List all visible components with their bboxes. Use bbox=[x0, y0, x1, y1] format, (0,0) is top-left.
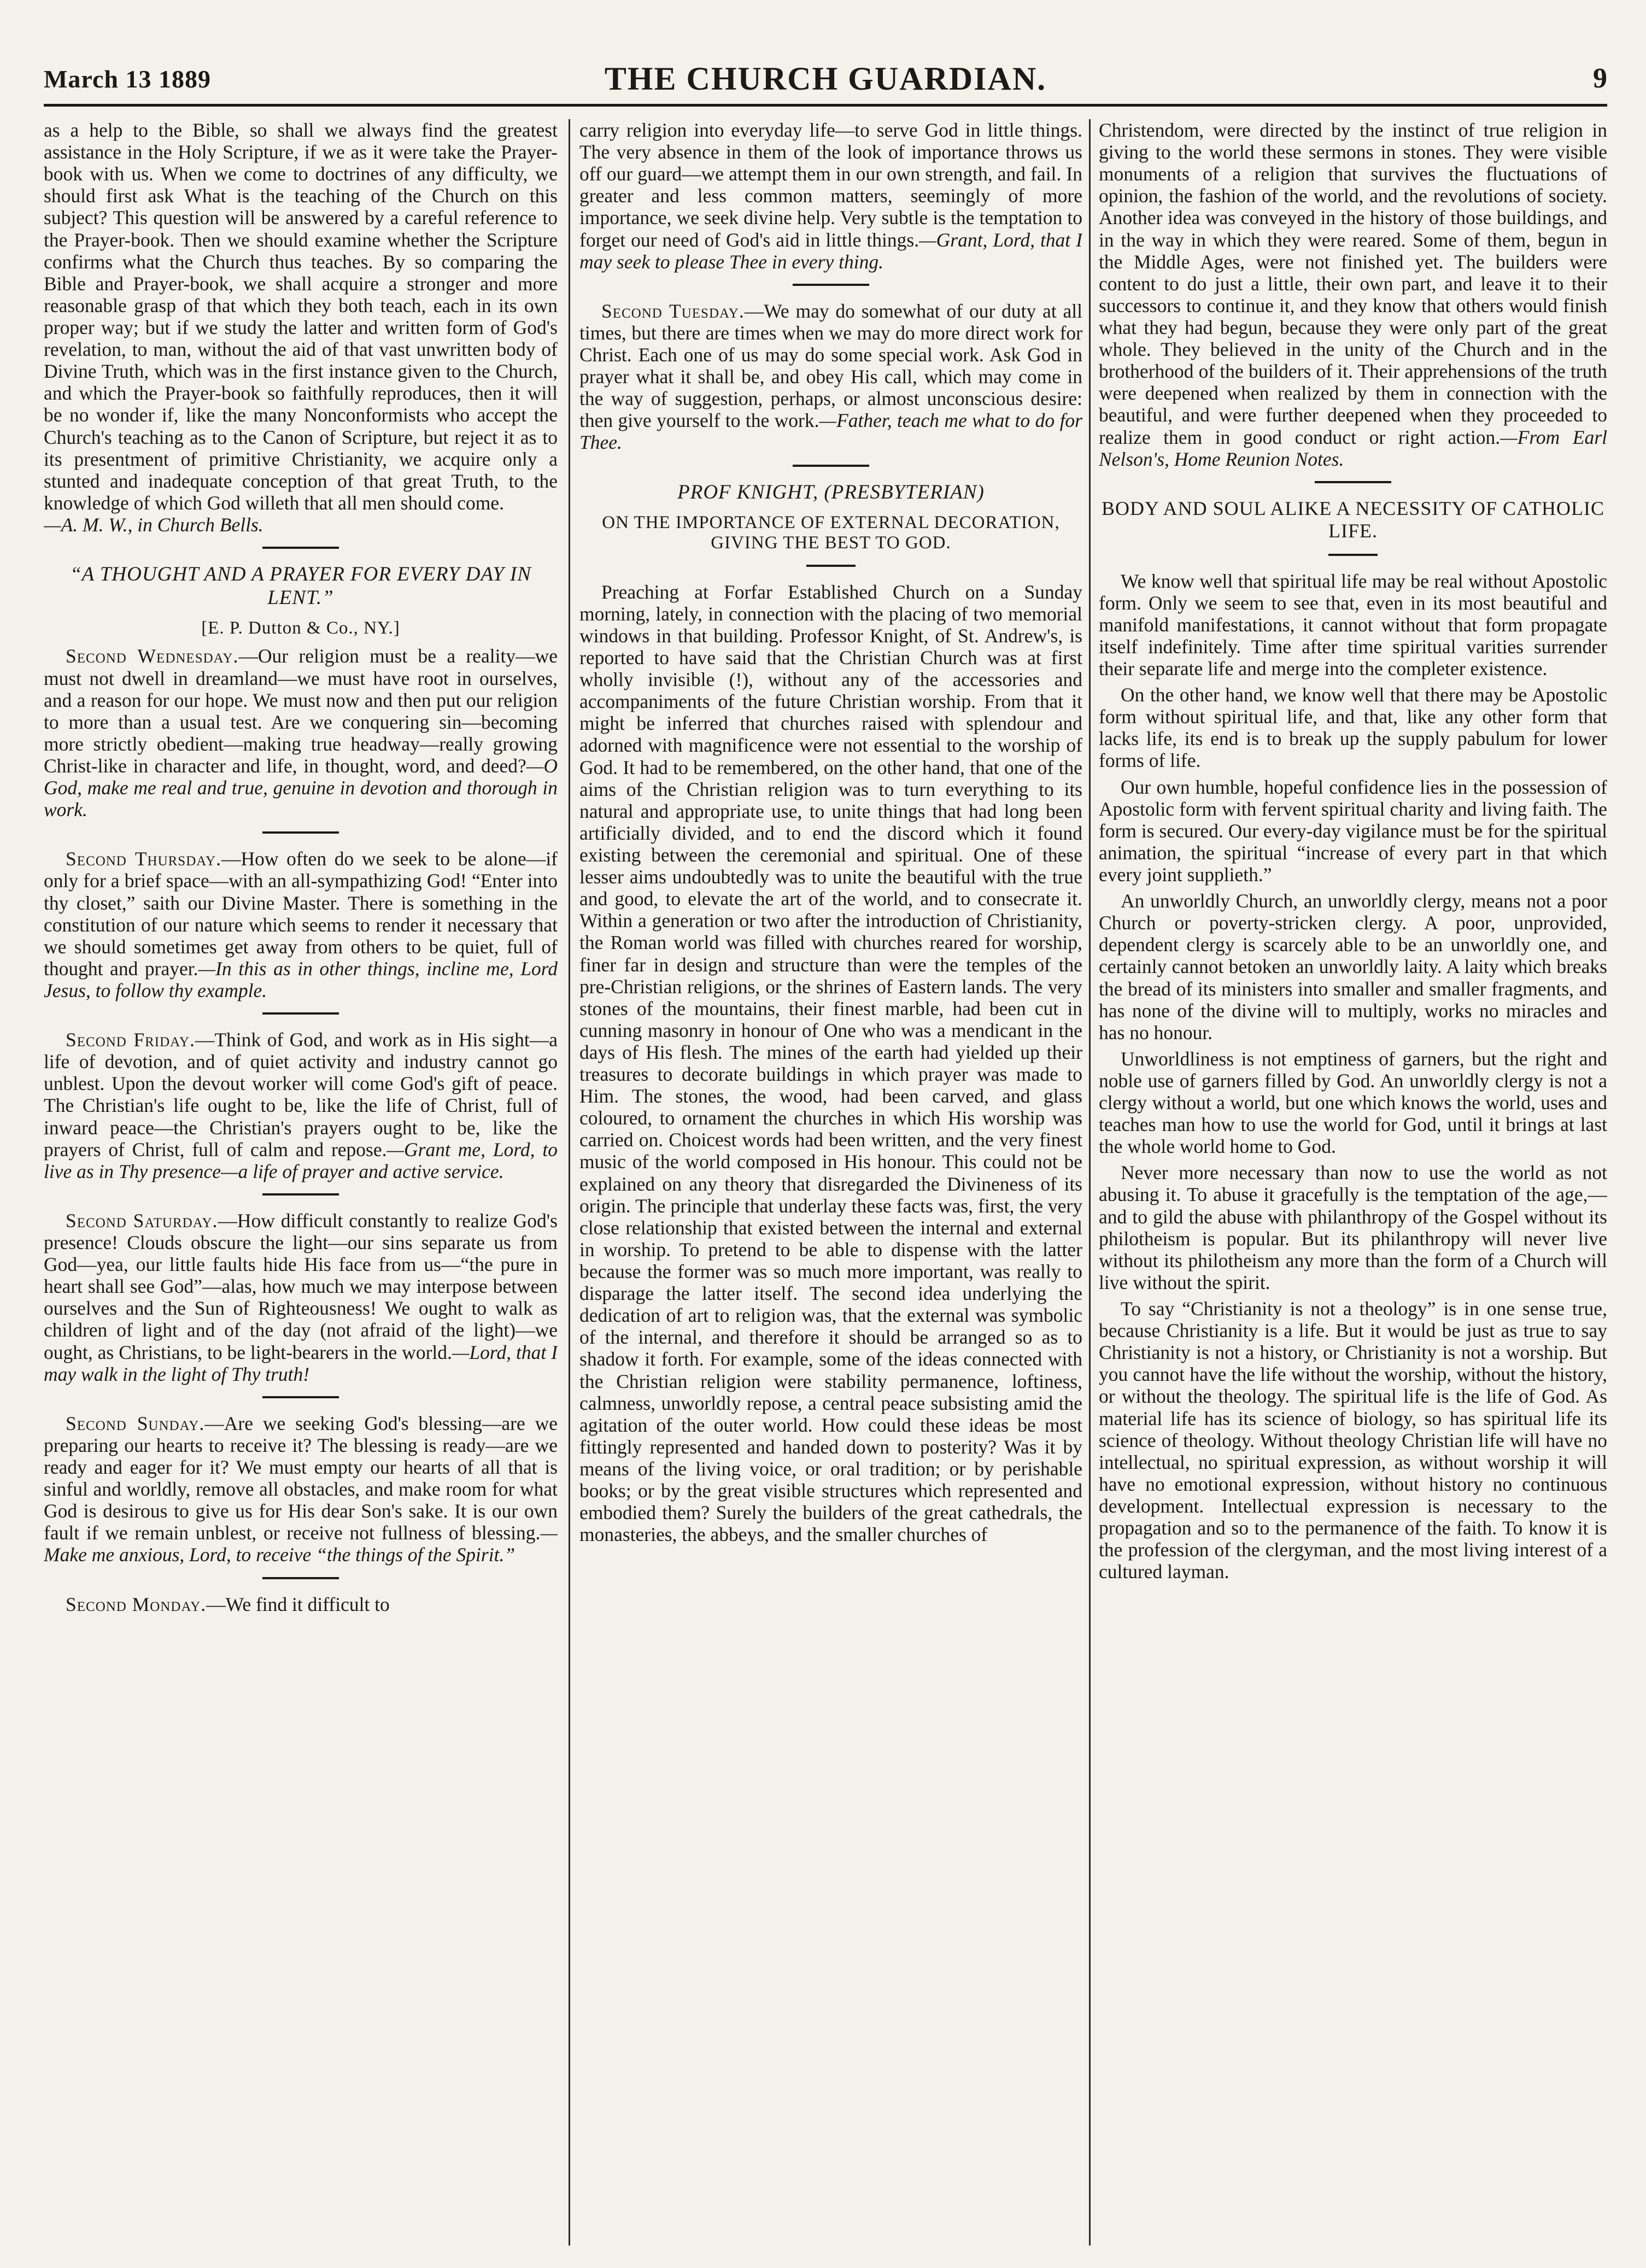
entry-text: —How difficult constantly to realize God's presence! Clouds obscure the light—our sins separate us from God—yea, our little faults hide His face from us—“the pure in heart shall see God”—alas, how much we may interpose between ourselves and the Sun of Righteousness! We ought to walk as children of light and of the day (not afraid of the light)—we ought, as Christians, to be light-bearers in the world. bbox=[44, 1209, 558, 1363]
knight-article-subheading: ON THE IMPORTANCE OF EXTERNAL DECORATION, GIVING THE BEST TO GOD. bbox=[602, 513, 1060, 553]
entry-divider bbox=[262, 1012, 339, 1015]
entry-prayer: —Make me anxious, Lord, to receive “the things of the Spirit.” bbox=[44, 1522, 558, 1566]
newspaper-title: THE CHURCH GUARDIAN. bbox=[604, 61, 1047, 97]
column-rule-right bbox=[1089, 119, 1091, 2246]
entry-text: —Are we seeking God's blessing—are we preparing our hearts to receive it? The blessing is ready—are we ready and eager for it? We must empty our hearts of all that is sinful and worldly, remove all obstacles, and make room for what God is desirous to give us for His dear Son's sake. It is our own fault if we remain unblest, or receive not fullness of blessing. bbox=[44, 1412, 558, 1544]
entry-day: Second Wednesday. bbox=[66, 645, 239, 667]
article-paragraph: Our own humble, hopeful confidence lies in the possession of Apostolic form with fervent spiritual charity and living faith. The form is secured. Our every-day vigilance must be for the spiritual animation, the spiritual “increase of every part in that which every joint supplieth.” bbox=[1099, 776, 1607, 886]
article-signature: —From Earl Nelson's, Home Reunion Notes. bbox=[1099, 426, 1607, 470]
heading-divider bbox=[806, 565, 856, 567]
column-3 bbox=[1099, 119, 1607, 2240]
article-paragraph: Preaching at Forfar Established Church on a Sunday morning, lately, in connection with the placing of two memorial windows in that building. Professor Knight, of St. Andrew's, is reported to have said that the Christian Church was at first wholly invisible (!), without any of the accessories and accompaniments of the future Christian worship. From that it might be inferred that churches raised with splendour and adorned with magnificence were not essential to the worship of God. It had to be remembered, on the other hand, that one of the aims of the Christian religion was to turn everything to its natural and appropriate use, to unite things that had long been artificially divided, and to end the discord which it found existing between the ceremonial and spiritual. One of these lesser aims undoubtedly was to unite the beautiful with the true and good, to elevate the art of the world, and to consecrate it. Within a generation or two after the introduction of Christianity, the Roman world was filled with churches reared for worship, finer far in design and structure than were the temples of the pre-Christian religions, or the shrines of Eastern lands. The very stones of the mountains, their finest marble, had been cut in cunning masonry in honour of One who was a mendicant in the days of His flesh. The mines of the earth had yielded up their treasures to decorate buildings in which prayer was made to Him. The stones, the wood, had been carved, and glass coloured, to ornament the churches in which His worship was carried on. Choicest words had been written, and the very finest music of the world composed in His honour. This could not be explained on any theory that disregarded the Divineness of its origin. The principle that underlay these facts was, first, the very close relationship that existed between the internal and external in worship. To pretend to be able to dispense with the latter because the former was so much more important, was really to disparage the latter itself. The second idea underlying the dedication of art to religion was, that the external was symbolic of the internal, and therefore it should be arranged so as to shadow it forth. For example, some of the ideas connected with the Christian religion were stability permanence, loftiness, calmness, unworldly repose, a central peace subsisting amid the agitation of the outer world. How could these ideas be most fittingly represented and handed down to posterity? Was it by means of the living voice, or oral tradition; or by perishable books; or by the great visible structures which represented and embodied them? Surely the builders of the great cathedrals, the monasteries, the abbeys, and the smaller churches of bbox=[579, 581, 1082, 1546]
section-divider bbox=[793, 465, 869, 467]
entry-text: —Our religion must be a reality—we must not dwell in dreamland—we must have root in ourselves, and a reason for our hope. We must now and then put our religion to more than a usual test. Are we conquering sin—becoming more strictly obedient—making true headway—really growing Christ-like in character and life, in thought, word, and deed? bbox=[44, 645, 558, 777]
entry-day: Second Tuesday. bbox=[601, 300, 745, 322]
continuation-text: as a help to the Bible, so shall we always find the greatest assistance in the Holy Scripture, if we as it were take the Prayer-book with us. When we come to doctrines of any difficulty, we should first ask What is the teaching of the Church on this subject? This question will be answered by a careful reference to the Prayer-book. Then we should examine whether the Scripture confirms what the Church thus teaches. By so comparing the Bible and Prayer-book, we shall acquire a stronger and more reasonable grasp of that which they both teach, each in its own proper way; but if we study the latter and written form of God's revelation, to man, without the aid of that vast unwritten body of Divine Truth, which was in the first instance given to the Church, and which the Prayer-book so faithfully reproduces, then it will be no wonder if, like the many Nonconformists who accept the Church's teaching as to the Canon of Scripture, but reject it as to its presentment of primitive Christianity, we acquire only a stunted and inadequate conception of that great Truth, to the knowledge of which God willeth that all men should come. bbox=[44, 119, 558, 514]
lent-entry bbox=[44, 1029, 558, 1182]
entry-divider bbox=[262, 831, 339, 834]
article-paragraph: On the other hand, we know well that there may be Apostolic form without spiritual life, and that, like any other form that lacks life, its end is to break up the supply pabulum for lower forms of life. bbox=[1099, 684, 1607, 772]
article-continuation bbox=[1099, 119, 1607, 470]
entry-text: —How often do we seek to be alone—if only for a brief space—with an all-sympathizing God! “Enter into thy closet,” saith our Divine Master. There is something in the constitution of our nature which seems to render it necessary that we should sometimes get away from others to be quiet, full of thought and prayer. bbox=[44, 848, 558, 980]
lent-entry bbox=[44, 848, 558, 1001]
article-paragraph: Never more necessary than now to use the world as not abusing it. To abuse it gracefully is the temptation of the age,—and to gild the abuse with philanthropy of the Gospel without its philotheism is popular. But its philanthropy will never live without its philotheism any more than the form of a Church will live without the spirit. bbox=[1099, 1162, 1607, 1293]
entry-prayer: —Father, teach me what to do for Thee. bbox=[579, 409, 1082, 454]
entry-day: Second Friday. bbox=[66, 1029, 195, 1051]
entry-text: —We find it difficult to bbox=[206, 1593, 390, 1615]
column-1 bbox=[44, 119, 558, 2240]
article-continuation bbox=[44, 119, 558, 536]
column-2 bbox=[579, 119, 1082, 2240]
entry-day: Second Thursday. bbox=[66, 848, 221, 870]
lent-article-heading: “A THOUGHT AND A PRAYER FOR EVERY DAY IN LENT.” bbox=[70, 563, 531, 609]
entry-prayer: —Grant, Lord, that I may seek to please Thee in every thing. bbox=[579, 228, 1082, 273]
knight-article-heading: PROF KNIGHT, (PRESBYTERIAN) bbox=[677, 480, 985, 503]
entry-prayer: —Grant me, Lord, to live as in Thy presence—a life of prayer and active service. bbox=[44, 1138, 558, 1182]
entry-divider bbox=[793, 284, 869, 286]
article-paragraph: An unworldly Church, an unworldly clergy, means not a poor Church or poverty-stricken clergy. A poor, unprovided, dependent clergy is scarcely able to be an unworldly one, and certainly cannot betoken an unworldly laity. A laity which breaks the bread of its ministers into smaller and smaller fragments, and has none of the divine will to multiply, works no miracles and has no honour. bbox=[1099, 890, 1607, 1044]
entry-text: —Think of God, and work as in His sight—a life of devotion, and of quiet activity and industry cannot go unblest. Upon the devout worker will come God's gift of peace. The Christian's life ought to be, like the life of Christ, full of inward peace—the Christian's prayers ought to be, like the prayers of Christ, full of calm and repose. bbox=[44, 1029, 558, 1161]
entry-day: Second Monday. bbox=[66, 1593, 207, 1615]
lent-entry bbox=[44, 1413, 558, 1566]
lent-entry bbox=[44, 645, 558, 821]
entry-divider bbox=[262, 1577, 339, 1579]
lent-entry bbox=[579, 300, 1082, 454]
entry-day: Second Sunday. bbox=[66, 1412, 205, 1434]
masthead bbox=[44, 60, 1607, 107]
body-soul-article-heading: BODY AND SOUL ALIKE A NECESSITY OF CATHOLIC LIFE. bbox=[1101, 497, 1605, 542]
entry-divider bbox=[262, 1193, 339, 1195]
lent-entry bbox=[44, 1593, 558, 1615]
article-paragraph: We know well that spiritual life may be real without Apostolic form. Only we seem to see that, even in its most beautiful and manifold manifestations, it cannot without that form propagate itself indefinitely. Time after time spiritual varities surrender their separate life and merge into the completer existence. bbox=[1099, 570, 1607, 679]
section-divider bbox=[262, 547, 339, 549]
publisher-credit: [E. P. Dutton & Co., NY.] bbox=[201, 618, 400, 638]
entry-prayer: —O God, make me real and true, genuine in devotion and thorough in work. bbox=[44, 755, 558, 821]
article-signature: —A. M. W., in Church Bells. bbox=[44, 513, 263, 536]
page-number: 9 bbox=[1593, 63, 1607, 94]
entry-text: carry religion into everyday life—to serve God in little things. The very absence in them of the look of importance throws us off our guard—we attempt them in our own strength, and fail. In greater and less common matters, seemingly of more importance, we seek divine help. Very subtle is the temptation to forget our need of God's aid in little things. bbox=[579, 119, 1082, 251]
section-divider bbox=[1315, 481, 1391, 483]
entry-text: —We may do somewhat of our duty at all times, but there are times when we may do more direct work for Christ. Each one of us may do some special work. Ask God in prayer what it shall be, and obey His call, which may come in the way of suggestion, perhaps, or almost unconscious desire: then give yourself to the work. bbox=[579, 300, 1082, 432]
continuation-text: Christendom, were directed by the instinct of true religion in giving to the world these sermons in stones. They were visible monuments of a religion that survives the fluctuations of opinion, the fashion of the world, and the revolutions of society. Another idea was conveyed in the history of those buildings, and in the way in which they were reared. Some of them, begun in the Middle Ages, were not finished yet. The builders were content to do just a little, their own part, and leave it to their successors to continue it, and they know that others would finish what they had begun, because they were only part of the great whole. They believed in the unity of the Church and in the brotherhood of the builders of it. Their apprehensions of the truth were deepened when realized by them in connection with the beautiful, and were further deepened when they proceeded to realize them in good conduct or right action. bbox=[1099, 119, 1607, 448]
heading-divider bbox=[1328, 554, 1378, 556]
entry-prayer: —Lord, that I may walk in the light of Thy truth! bbox=[44, 1341, 558, 1385]
entry-divider bbox=[262, 1396, 339, 1398]
lent-entry bbox=[44, 1210, 558, 1385]
entry-day: Second Saturday. bbox=[66, 1209, 218, 1232]
article-paragraph: Unworldliness is not emptiness of garners, but the right and noble use of garners filled by God. An unworldly clergy is not a clergy without a world, but one which knows the world, uses and teaches man how to use the world for God, until it brings at last the whole world home to God. bbox=[1099, 1047, 1607, 1158]
column-rule-left bbox=[569, 119, 570, 2246]
entry-prayer: —In this as in other things, incline me, Lord Jesus, to follow thy example. bbox=[44, 957, 558, 1001]
lent-entry-continuation bbox=[579, 119, 1082, 273]
article-paragraph: To say “Christianity is not a theology” is in one sense true, because Christianity is a life. But it would be just as true to say Christianity is not a history, or Christianity is not a worship. But you cannot have the life without the worship, without the history, or without the theology. The spiritual life is the life of God. As material life has its science of biology, so has spiritual life its science of theology. Without theology Christian life will have no intellectual, no spiritual expression, as without worship it will have no emotional expression, without history no continuous development. Intellectual expression is necessary to the propagation and so to the permanence of the faith. To know it is the profession of the clergyman, and the most living interest of a cultured layman. bbox=[1099, 1298, 1607, 1583]
issue-date: March 13 1889 bbox=[44, 65, 212, 93]
